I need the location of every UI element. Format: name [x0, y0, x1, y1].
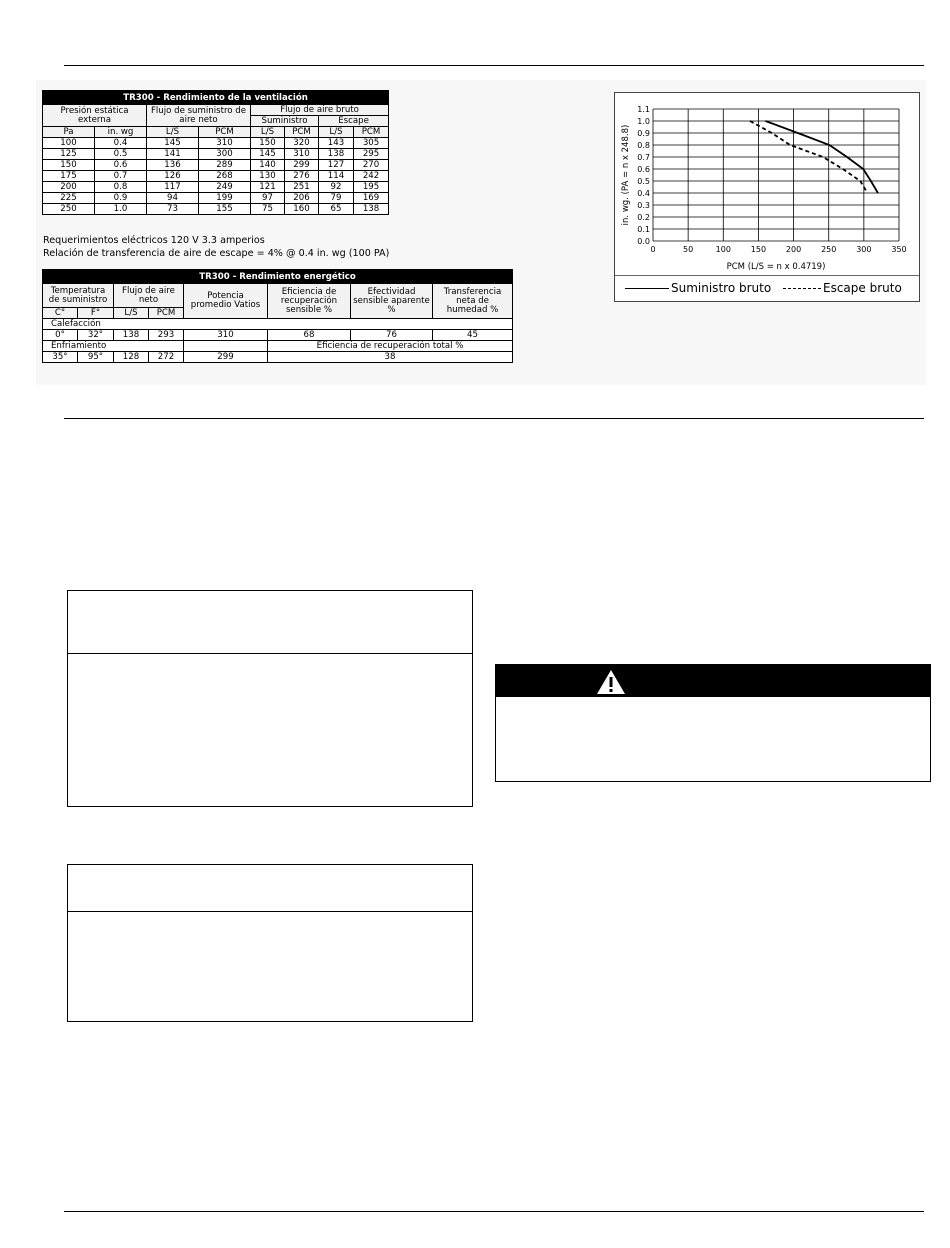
cooling-cell: 95° — [78, 352, 114, 363]
header-supply: Suministro — [251, 116, 319, 127]
x-tick-label: 350 — [891, 245, 907, 254]
table-cell: 75 — [251, 204, 285, 215]
table-row — [43, 182, 389, 193]
header-celsius: C° — [43, 308, 78, 319]
table-cell: 268 — [199, 171, 251, 182]
table-cell: 200 — [43, 182, 95, 193]
cooling-cell: 35° — [43, 352, 78, 363]
notice-box-1-divider — [68, 653, 472, 654]
heating-cell: 310 — [184, 330, 268, 341]
heating-cell: 76 — [351, 330, 433, 341]
table-row — [43, 193, 389, 204]
y-tick-label: 0.8 — [637, 141, 650, 150]
table-cell: 199 — [199, 193, 251, 204]
chart-svg — [615, 93, 919, 275]
total-recovery-label: Eficiencia de recuperación total % — [268, 341, 513, 352]
notice-box-2 — [67, 864, 473, 1022]
table-cell: 206 — [285, 193, 319, 204]
x-tick-label: 200 — [785, 245, 802, 254]
warning-header — [496, 665, 930, 697]
ventilation-table-body — [43, 138, 389, 215]
table-row — [43, 204, 389, 215]
x-tick-label: 300 — [856, 245, 872, 254]
table-cell: 305 — [354, 138, 389, 149]
legend-label-exhaust: Escape bruto — [823, 281, 902, 295]
table-cell: 94 — [147, 193, 199, 204]
legend-item-supply — [625, 281, 771, 295]
table-cell: 138 — [319, 149, 354, 160]
y-axis-label: in. wg. (PA = n x 248.8) — [621, 124, 631, 226]
heating-cell: 138 — [114, 330, 149, 341]
table-cell: 79 — [319, 193, 354, 204]
x-axis-label: PCM (L/S = n x 0.4719) — [726, 262, 826, 272]
table-cell: 127 — [319, 160, 354, 171]
y-tick-label: 0.0 — [637, 237, 650, 246]
table-cell: 92 — [319, 182, 354, 193]
header-sensible-recovery: Eficiencia de recuperación sensible % — [268, 284, 351, 319]
table-cell: 0.8 — [95, 182, 147, 193]
y-tick-label: 1.0 — [637, 117, 650, 126]
table-cell: 295 — [354, 149, 389, 160]
heating-cell: 68 — [268, 330, 351, 341]
table-cell: 97 — [251, 193, 285, 204]
top-rule — [64, 65, 924, 66]
header-apparent-effectiveness: Efectividad sensible aparente % — [351, 284, 433, 319]
table-cell: 126 — [147, 171, 199, 182]
legend-item-exhaust — [783, 281, 902, 295]
table-cell: 225 — [43, 193, 95, 204]
table-cell: 242 — [354, 171, 389, 182]
header-net-pcm: PCM — [199, 127, 251, 138]
table-cell: 155 — [199, 204, 251, 215]
table-cell: 250 — [43, 204, 95, 215]
legend-label-supply: Suministro bruto — [671, 281, 772, 295]
ventilation-table — [42, 90, 389, 215]
table-cell: 150 — [251, 138, 285, 149]
y-tick-label: 0.9 — [637, 129, 650, 138]
energy-table-title: TR300 - Rendimiento energético — [43, 270, 513, 284]
table-cell: 270 — [354, 160, 389, 171]
table-row — [43, 138, 389, 149]
table-cell: 175 — [43, 171, 95, 182]
exhaust-transfer-note: Relación de transferencia de aire de escape = 4% @ 0.4 in. wg (100 PA) — [43, 248, 390, 259]
header-net-supply: Flujo de suministro de aire neto — [147, 105, 251, 127]
table-row — [43, 149, 389, 160]
x-tick-label: 50 — [683, 245, 694, 254]
header-pa: Pa — [43, 127, 95, 138]
y-tick-label: 0.6 — [637, 165, 650, 174]
header-fahrenheit: F° — [78, 308, 114, 319]
energy-table — [42, 269, 513, 363]
table-cell: 65 — [319, 204, 354, 215]
header-net-ls: L/S — [147, 127, 199, 138]
table-cell: 130 — [251, 171, 285, 182]
table-row — [43, 171, 389, 182]
warning-box — [495, 664, 931, 782]
notice-box-2-divider — [68, 911, 472, 912]
header-supply-ls: L/S — [251, 127, 285, 138]
legend-dashed-line — [783, 288, 821, 289]
header-energy-ls: L/S — [114, 308, 149, 319]
table-cell: 0.7 — [95, 171, 147, 182]
y-tick-label: 0.3 — [637, 201, 650, 210]
header-exhaust: Escape — [319, 116, 389, 127]
y-tick-label: 0.4 — [637, 189, 650, 198]
table-cell: 251 — [285, 182, 319, 193]
electrical-requirements-note: Requerimientos eléctricos 120 V 3.3 amperios — [43, 235, 265, 246]
bottom-rule — [64, 1211, 924, 1212]
cooling-cell: 272 — [149, 352, 184, 363]
header-moisture-transfer: Transferencia neta de humedad % — [433, 284, 513, 319]
x-tick-label: 150 — [750, 245, 767, 254]
cooling-cell: 299 — [184, 352, 268, 363]
header-supply-temperature: Temperatura de suministro — [43, 284, 114, 308]
table-cell: 160 — [285, 204, 319, 215]
table-cell: 0.9 — [95, 193, 147, 204]
cooling-cell: 128 — [114, 352, 149, 363]
table-cell: 100 — [43, 138, 95, 149]
header-supply-pcm: PCM — [285, 127, 319, 138]
cooling-cell: 38 — [268, 352, 513, 363]
table-cell: 145 — [251, 149, 285, 160]
cooling-label: Enfriamiento — [43, 341, 184, 352]
table-cell: 136 — [147, 160, 199, 171]
y-tick-label: 0.7 — [637, 153, 650, 162]
table-cell: 143 — [319, 138, 354, 149]
header-exhaust-ls: L/S — [319, 127, 354, 138]
table-cell: 0.4 — [95, 138, 147, 149]
table-cell: 140 — [251, 160, 285, 171]
table-cell: 195 — [354, 182, 389, 193]
table-cell: 0.5 — [95, 149, 147, 160]
x-tick-label: 0 — [650, 245, 656, 254]
warning-icon — [596, 669, 626, 695]
ventilation-table-title: TR300 - Rendimiento de la ventilación — [43, 91, 389, 105]
chart-legend — [615, 275, 919, 300]
table-cell: 1.0 — [95, 204, 147, 215]
table-cell: 289 — [199, 160, 251, 171]
table-cell: 310 — [199, 138, 251, 149]
header-pressure: Presión estática externa — [43, 105, 147, 127]
header-gross-airflow: Flujo de aire bruto — [251, 105, 389, 116]
table-cell: 125 — [43, 149, 95, 160]
header-energy-pcm: PCM — [149, 308, 184, 319]
table-cell: 73 — [147, 204, 199, 215]
table-cell: 145 — [147, 138, 199, 149]
heating-label: Calefacción — [43, 319, 513, 330]
heating-cell: 32° — [78, 330, 114, 341]
y-tick-label: 0.2 — [637, 213, 650, 222]
y-tick-label: 1.1 — [637, 105, 650, 114]
pressure-airflow-chart — [614, 92, 920, 302]
table-cell: 138 — [354, 204, 389, 215]
table-cell: 150 — [43, 160, 95, 171]
y-tick-label: 0.5 — [637, 177, 650, 186]
table-cell: 249 — [199, 182, 251, 193]
table-row — [43, 160, 389, 171]
header-net-airflow: Flujo de aire neto — [114, 284, 184, 308]
table-cell: 300 — [199, 149, 251, 160]
heating-cell: 0° — [43, 330, 78, 341]
x-tick-label: 100 — [715, 245, 731, 254]
header-inwg: in. wg — [95, 127, 147, 138]
notice-box-1 — [67, 590, 473, 807]
middle-rule — [64, 418, 924, 419]
table-cell: 169 — [354, 193, 389, 204]
table-cell: 114 — [319, 171, 354, 182]
header-average-power: Potencia promedio Vatios — [184, 284, 268, 319]
table-cell: 0.6 — [95, 160, 147, 171]
table-cell: 320 — [285, 138, 319, 149]
table-cell: 299 — [285, 160, 319, 171]
x-tick-label: 250 — [821, 245, 837, 254]
y-tick-label: 0.1 — [637, 225, 650, 234]
table-cell: 121 — [251, 182, 285, 193]
legend-solid-line — [625, 288, 669, 289]
heating-cell: 45 — [433, 330, 513, 341]
cooling-spacer — [184, 341, 268, 352]
table-cell: 141 — [147, 149, 199, 160]
table-cell: 276 — [285, 171, 319, 182]
table-cell: 117 — [147, 182, 199, 193]
table-cell: 310 — [285, 149, 319, 160]
heating-cell: 293 — [149, 330, 184, 341]
header-exhaust-pcm: PCM — [354, 127, 389, 138]
